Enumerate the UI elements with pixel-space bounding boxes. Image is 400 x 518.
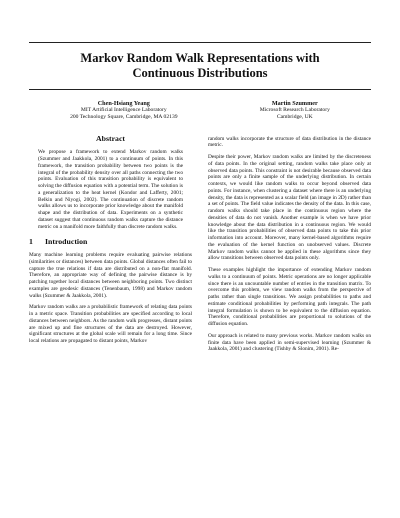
author-address: Cambridge, UK <box>276 114 313 121</box>
author-1 <box>70 100 177 122</box>
author-affiliation: MIT Artificial Intelligence Laboratory <box>80 107 167 114</box>
paragraph: Despite their power, Markov random walks are limited by the discreteness of data points. In the original setting, random walks take place only at observed data points. This constraint is not desirable because observed data points are only a finite sample of the underlying distribution. In certain contexts, we would like random walks to occur beyond observed data points. For instance, when clustering a dataset where there is an underlying density, the data is represented as a scalar field (an image in 2D) rather than a set of points. The field value indicates the density of the data. In this case, random walks should take place in the continuous region where the densities of data do not vanish. Another example is when we have prior knowledge about the data distribution in a continuous region. We would like the transition probabilities of observed data points to take this prior information into account. Moreover, many kernel-based algorithms require the evaluation of the kernel function on unobserved values. Discrete Markov random walks cannot be applied in these algorithms since they allow transitions between observed data points only. <box>208 154 371 262</box>
body-columns <box>29 133 371 359</box>
title-top-rule <box>29 42 371 43</box>
paragraph: Our approach is related to many previous works. Markov random walks on finite data have been applied in semi-supervised learning (Szummer & Jaakkola, 2001) and clustering (Tishby & Slonim, 2001). Re- <box>208 332 371 353</box>
abstract-text: We propose a framework to extend Markov random walks (Szummer and Jaakkola, 2001) to a continuum of points. In this framework, the transition probability between two points is the integral of the probability density over all paths connecting the two points. Evaluation of this transition probability is equivalent to solving the diffusion equation with a potential term. The solution is a generalization to the heat kernel (Kondor and Lafferty, 2001; Belkin and Niyogi, 2002). The continuation of discrete random walks allows us to incorporate prior knowledge about the manifold shape and the distribution of data. Experiments on a synthetic dataset suggest that continuous random walks capture the distance metric on a manifold more faithfully than discrete random walks. <box>38 149 183 230</box>
section-heading <box>29 239 192 246</box>
abstract-heading: Abstract <box>95 133 125 143</box>
paragraph: Many machine learning problems require evaluating pairwise relations (similarities or distances) between data points. Global distances often fail to capture the true relations if data are distributed on a non-flat manifold. Therefore, an appropriate way of defining the pairwise distance is by patching together local distances between neighboring points. Two distinct examples are geodesic distances (Tenenbaum, 1998) and Markov random walks (Szummer & Jaakkola, 2001). <box>29 252 192 299</box>
paragraph: random walks incorporate the structure of data distribution in the distance metric. <box>208 135 371 149</box>
section-title: Introduction <box>45 237 88 247</box>
author-block <box>29 100 371 122</box>
author-2 <box>260 100 330 122</box>
author-address: 200 Technology Square, Cambridge, MA 02139 <box>70 114 178 121</box>
paper-title: Markov Random Walk Representations with Continuous Distributions <box>80 51 320 80</box>
author-name: Martin Szummer <box>271 100 318 107</box>
author-name: Chen-Hsiang Yeang <box>97 100 150 107</box>
left-column <box>29 133 192 359</box>
title-bottom-rule <box>29 89 371 90</box>
right-column <box>208 136 371 359</box>
paragraph: These examples highlight the importance of extending Markov random walks to a continuum of points. Metric operations are no longer applicable since there is an uncountable number of entries in the transition matrix. To overcome this problem, we view random walks from the perspective of paths rather than single transitions. We assign probabilities to paths and estimate conditional probabilities by performing path integrals. The path integral formulation is shown to be equivalent to the diffusion equation. Therefore, conditional probabilities are proportional to solutions of the diffusion equation. <box>208 267 371 328</box>
author-affiliation: Microsoft Research Laboratory <box>259 107 330 114</box>
section-number: 1 <box>29 237 33 247</box>
paragraph: Markov random walks are a probabilistic framework of relating data points in a metric space. Transition probabilities are specified according to local distances between neighbors. As the random walk progresses, distant points are mixed up and fine structures of the data are destroyed. However, significant structures at the global scale will remain for a long time. Since local relations are propagated to distant points, Markov <box>29 304 192 345</box>
